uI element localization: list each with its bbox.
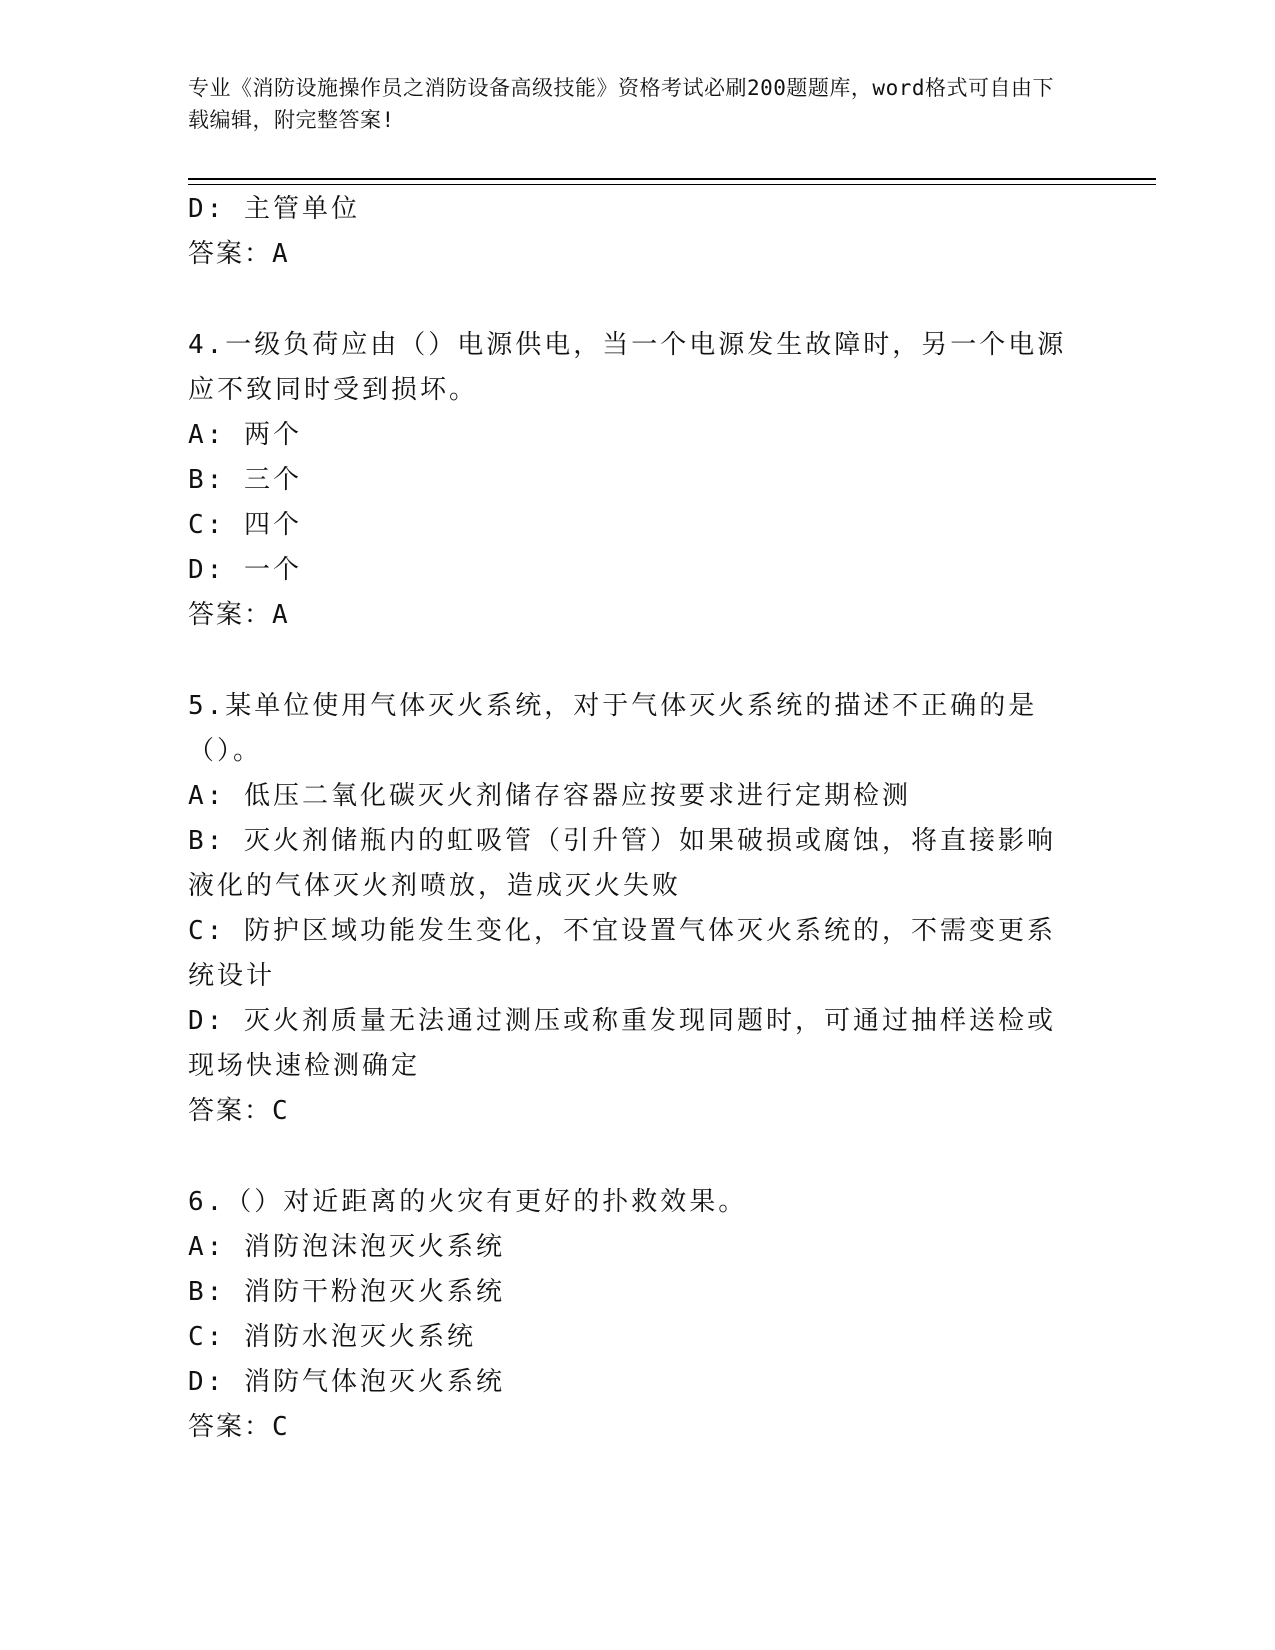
option-d: D: 一个 bbox=[188, 555, 302, 585]
option-a: A: 低压二氧化碳灭火剂储存容器应按要求进行定期检测 bbox=[188, 781, 911, 811]
option-d: D: 主管单位 bbox=[188, 194, 360, 224]
option-c: C: 防护区域功能发生变化，不宜设置气体灭火系统的，不需变更系统设计 bbox=[188, 916, 1056, 991]
answer-line: 答案：A bbox=[188, 600, 290, 630]
option-b: B: 消防干粉泡灭火系统 bbox=[188, 1277, 505, 1307]
question-stem: 4.一级负荷应由（）电源供电，当一个电源发生故障时，另一个电源应不致同时受到损坏。 bbox=[188, 330, 1067, 405]
page-header: 专业《消防设施操作员之消防设备高级技能》资格考试必刷200题题库，word格式可自由下载编辑，附完整答案! bbox=[188, 76, 1054, 132]
option-c: C: 四个 bbox=[188, 510, 302, 540]
question-stem: 6.（）对近距离的火灾有更好的扑救效果。 bbox=[188, 1187, 748, 1217]
header-divider-thin bbox=[188, 184, 1156, 185]
previous-question-tail bbox=[188, 187, 1083, 277]
question-list bbox=[188, 187, 1083, 1450]
option-c: C: 消防水泡灭火系统 bbox=[188, 1322, 476, 1352]
answer-line: 答案：A bbox=[188, 239, 290, 269]
answer-line: 答案：C bbox=[188, 1412, 290, 1442]
header-divider-thick bbox=[188, 178, 1156, 180]
question-6 bbox=[188, 1180, 1083, 1450]
option-b: B: 灭火剂储瓶内的虹吸管（引升管）如果破损或腐蚀，将直接影响液化的气体灭火剂喷放，造成灭火失败 bbox=[188, 826, 1056, 901]
question-stem: 5.某单位使用气体灭火系统，对于气体灭火系统的描述不正确的是（）。 bbox=[188, 691, 1038, 766]
option-a: A: 两个 bbox=[188, 420, 302, 450]
answer-line: 答案：C bbox=[188, 1096, 290, 1126]
question-4 bbox=[188, 323, 1083, 638]
option-d: D: 灭火剂质量无法通过测压或称重发现同题时，可通过抽样送检或现场快速检测确定 bbox=[188, 1006, 1056, 1081]
question-5 bbox=[188, 684, 1083, 1134]
option-b: B: 三个 bbox=[188, 465, 302, 495]
option-a: A: 消防泡沫泡灭火系统 bbox=[188, 1232, 505, 1262]
option-d: D: 消防气体泡灭火系统 bbox=[188, 1367, 505, 1397]
